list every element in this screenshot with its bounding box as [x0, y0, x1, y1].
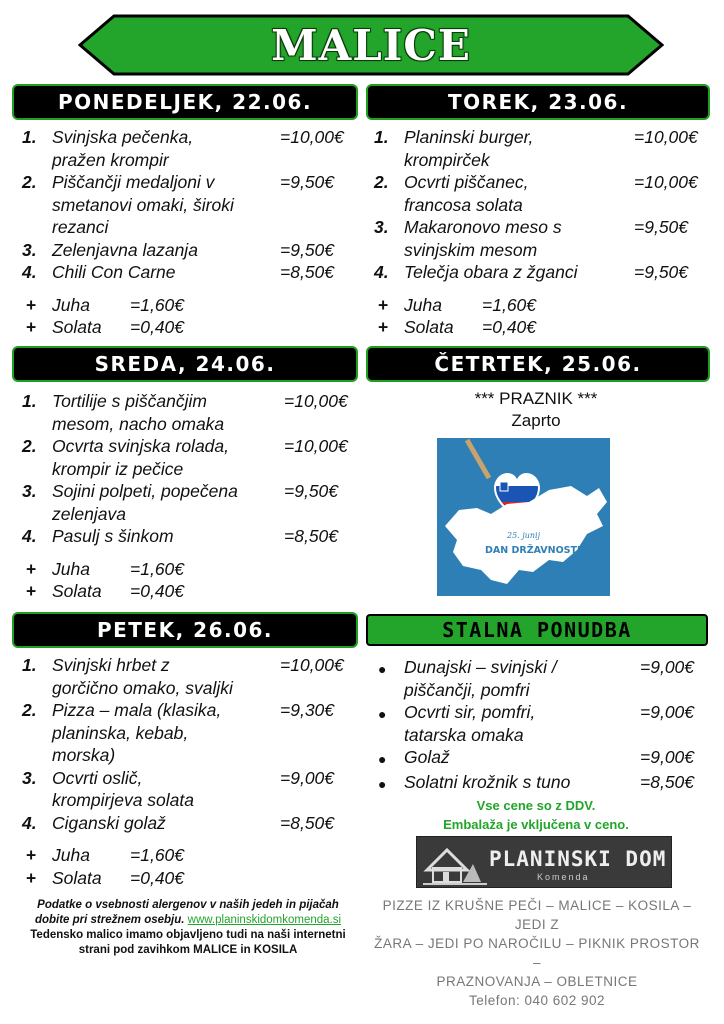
image-caption-text: DAN DRŽAVNOSTI	[485, 545, 581, 556]
menu-item	[374, 771, 708, 796]
dish-price: =10,00€	[634, 127, 698, 147]
mountain-hut-icon	[423, 838, 487, 888]
dish-price: =9,00€	[640, 657, 695, 677]
logo-name: PLANINSKI DOM	[489, 847, 667, 871]
dish-price: =10,00€	[284, 436, 348, 456]
extras-list	[22, 844, 356, 889]
menu-item: 2. Pizza – mala (klasika, planinska, kebab, morska) =9,30€	[22, 700, 335, 765]
extra-item: + Solata =0,40€	[26, 317, 185, 337]
day-header-friday: PETEK, 26.06.	[14, 614, 356, 646]
dish-price: =9,50€	[634, 217, 689, 237]
menu-item	[374, 746, 708, 771]
extra-item: + Solata =0,40€	[26, 581, 185, 601]
menu-item: 4. Telečja obara z žganci =9,50€	[374, 262, 689, 282]
bullet-icon: ●	[378, 661, 387, 677]
menu-item: 1. Svinjski hrbet z gorčično omako, svaljki =10,00€	[22, 655, 344, 698]
menu-item	[22, 126, 356, 171]
dish-price: =8,50€	[640, 771, 695, 792]
dish-price: =9,50€	[280, 239, 335, 260]
extra-item: + Solata =0,40€	[26, 867, 185, 888]
dish-price: =8,50€	[280, 262, 335, 282]
logo-subtitle: Komenda	[537, 872, 590, 882]
dish-name: Ocvrti piščanec, francosa solata	[404, 172, 529, 215]
dish-name: Pizza – mala (klasika, planinska, kebab, morska)	[52, 700, 222, 765]
day-header-monday: PONEDELJEK, 22.06.	[14, 86, 356, 118]
closed-label: Zaprto	[511, 411, 561, 430]
dish-name: Telečja obara z žganci	[404, 262, 578, 282]
dish-name: Makaronovo meso s svinjskim mesom	[404, 217, 562, 260]
menu-item: 1. Planinski burger, krompirček =10,00€	[374, 127, 698, 170]
dish-name: Chili Con Carne	[52, 262, 176, 282]
bullet-icon: ●	[378, 751, 387, 767]
menu-tuesday	[374, 126, 708, 339]
menu-item: 3. Ocvrti oslič, krompirjeva solata =9,00€	[22, 767, 335, 810]
dish-name: Ocvrti sir, pomfri, tatarska omaka	[404, 702, 536, 745]
menu-permanent	[374, 656, 708, 795]
extra-item: + Juha =1,60€	[378, 294, 537, 315]
menu-wednesday	[22, 390, 356, 603]
holiday-title: *** PRAZNIK ***	[474, 389, 598, 408]
dish-price: =9,30€	[280, 700, 335, 720]
website-link[interactable]: www.planinskidomkomenda.si	[187, 914, 342, 926]
title-banner	[78, 14, 664, 76]
allergen-footnote: Podatke o vsebnosti alergenov v naših jedeh in pijačah dobite pri strežnem osebju. www.planinskidomkomenda.si Tedensko malico imamo objavljeno tudi na naši internetni strani pod zavihkom MALICE in KOSILA	[30, 899, 346, 956]
dish-name: Svinjska pečenka, pražen krompir	[52, 127, 194, 170]
bullet-icon: ●	[378, 706, 387, 722]
day-header-tuesday: TOREK, 23.06.	[368, 86, 708, 118]
dish-name: Svinjski hrbet z gorčično omako, svaljki	[52, 655, 233, 698]
dish-price: =10,00€	[280, 655, 344, 675]
menu-item	[22, 171, 356, 239]
dish-name: Dunajski – svinjski / piščančji, pomfri	[404, 657, 557, 700]
dish-name: Ciganski golaž	[52, 812, 166, 833]
holiday-notice	[366, 388, 706, 432]
extra-item: + Juha =1,60€	[26, 558, 185, 579]
menu-item: 2. Ocvrti piščanec, francosa solata =10,00€	[374, 172, 698, 215]
dish-name: Sojini polpeti, popečena zelenjava	[52, 481, 238, 524]
dish-name: Golaž	[404, 747, 450, 767]
vat-note: Vse cene so z DDV. Embalaža je vključena v ceno.	[443, 798, 629, 832]
item-number: 2.	[22, 172, 37, 192]
services-list: PIZZE IZ KRUŠNE PEČI – MALICE – KOSILA – JEDI Z ŽARA – JEDI PO NAROČILU – PIKNIK PROSTOR – PRAZNOVANJA – OBLETNICE Telefon: 040 602 902	[372, 896, 702, 1010]
dish-price: =10,00€	[284, 391, 348, 411]
statehood-day-image	[437, 438, 610, 596]
day-header-wednesday: SREDA, 24.06.	[14, 348, 356, 380]
menu-item	[22, 261, 356, 284]
menu-monday	[22, 126, 356, 339]
menu-item: 4. Ciganski golaž =8,50€	[22, 812, 335, 833]
dish-name: Tortilije s piščančjim mesom, nacho omaka	[52, 391, 225, 434]
page-title: MALICE	[271, 20, 471, 70]
dish-name: Ocvrta svinjska rolada, krompir iz pečice	[52, 436, 230, 479]
dish-price: =9,50€	[284, 481, 339, 501]
dish-price: =8,50€	[284, 526, 339, 546]
planinski-dom-logo	[416, 836, 672, 888]
slovenia-map-heart-icon	[437, 438, 610, 596]
menu-item: 2. Ocvrta svinjska rolada, krompir iz pečice =10,00€	[22, 436, 348, 479]
menu-item: 4. Pasulj s šinkom =8,50€	[22, 526, 339, 546]
image-date-text: 25. junij	[507, 531, 541, 540]
dish-price: =10,00€	[280, 127, 344, 147]
item-number: 1.	[22, 127, 37, 147]
extra-item: + Juha =1,60€	[26, 294, 185, 315]
extras-list	[22, 558, 356, 603]
menu-item: 1. Tortilije s piščančjim mesom, nacho omaka =10,00€	[22, 391, 348, 434]
dish-name: Piščančji medaljoni v smetanovi omaki, široki rezanci	[52, 172, 234, 237]
menu-friday	[22, 654, 356, 889]
dish-name: Solatni krožnik s tuno	[404, 771, 571, 792]
item-number: 4.	[22, 262, 37, 282]
dish-price: =8,50€	[280, 812, 335, 833]
menu-item	[374, 656, 708, 701]
extras-list	[374, 294, 708, 339]
dish-name: Planinski burger, krompirček	[404, 127, 534, 170]
dish-price: =9,50€	[280, 172, 335, 192]
item-number: 3.	[22, 239, 37, 260]
dish-price: =9,00€	[640, 747, 695, 767]
dish-price: =9,50€	[634, 262, 689, 282]
permanent-offer-header: STALNA PONUDBA	[366, 614, 708, 646]
extras-list	[22, 294, 356, 339]
dish-price: =10,00€	[634, 172, 698, 192]
dish-name: Zelenjavna lazanja	[52, 239, 198, 260]
extra-item: + Solata =0,40€	[378, 317, 537, 337]
day-header-thursday: ČETRTEK, 25.06.	[368, 348, 708, 380]
dish-price: =9,00€	[280, 767, 335, 788]
menu-item	[374, 701, 708, 746]
bullet-icon: ●	[378, 775, 387, 792]
phone-number: Telefon: 040 602 902	[468, 993, 606, 1008]
dish-price: =9,00€	[640, 702, 695, 722]
menu-item: 3. Sojini polpeti, popečena zelenjava =9,50€	[22, 481, 339, 524]
dish-name: Pasulj s šinkom	[52, 526, 174, 546]
extra-item: + Juha =1,60€	[26, 845, 185, 865]
dish-name: Ocvrti oslič, krompirjeva solata	[52, 767, 194, 810]
menu-item: 3. Makaronovo meso s svinjskim mesom =9,50€	[374, 217, 689, 260]
menu-item	[22, 239, 356, 262]
